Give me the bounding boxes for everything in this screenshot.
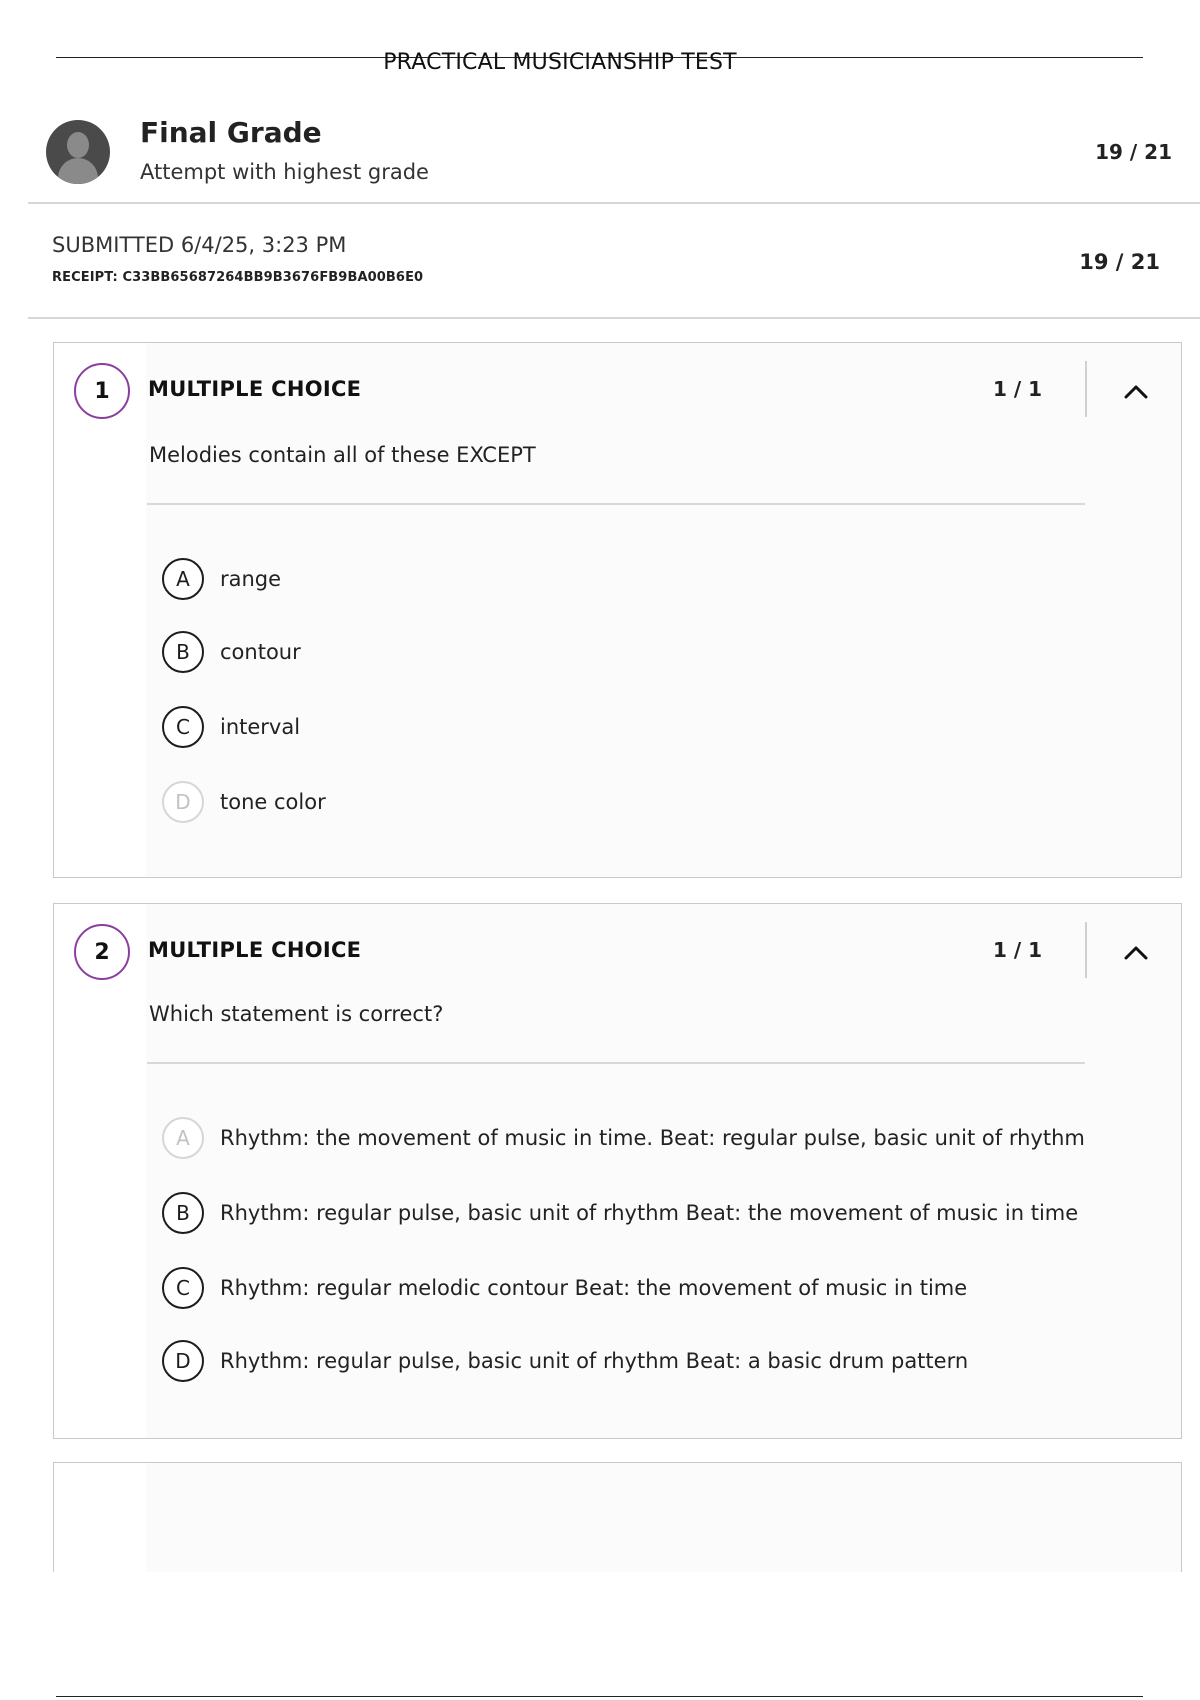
divider: [28, 202, 1200, 204]
receipt-id: RECEIPT: C33BB65687264BB9B3676FB9BA00B6E0: [52, 270, 424, 285]
question-score: 1 / 1: [993, 938, 1043, 962]
divider: [147, 503, 1085, 505]
question-number: 2: [74, 924, 130, 980]
chevron-up-icon: [1122, 938, 1150, 966]
question-card-2: [53, 903, 1182, 1439]
choice-text: Rhythm: the movement of music in time. Beat: regular pulse, basic unit of rhythm: [220, 1126, 1085, 1150]
choice-text: Rhythm: regular pulse, basic unit of rhythm Beat: a basic drum pattern: [220, 1349, 969, 1373]
answer-choice: [162, 1339, 968, 1383]
choice-text: tone color: [220, 790, 326, 814]
choice-letter: B: [162, 631, 204, 673]
choice-letter: B: [162, 1192, 204, 1234]
divider: [1085, 361, 1087, 417]
question-score: 1 / 1: [993, 377, 1043, 401]
bottom-rule: [56, 1696, 1143, 1697]
divider: [28, 317, 1200, 319]
answer-choice: [162, 705, 300, 749]
question-type: MULTIPLE CHOICE: [148, 938, 362, 962]
user-avatar-icon: [46, 120, 110, 184]
choice-letter: D: [162, 781, 204, 823]
answer-choice: [162, 1191, 1078, 1235]
question-type: MULTIPLE CHOICE: [148, 377, 362, 401]
choice-letter: A: [162, 558, 204, 600]
choice-text: Rhythm: regular pulse, basic unit of rhythm Beat: the movement of music in time: [220, 1201, 1079, 1225]
answer-choice: [162, 1266, 967, 1310]
divider: [1085, 922, 1087, 978]
choice-text: interval: [220, 715, 301, 739]
question-text: Melodies contain all of these EXCEPT: [149, 443, 536, 467]
question-text: Which statement is correct?: [149, 1002, 444, 1026]
answer-choice-selected: [162, 1116, 1085, 1160]
question-card-1: [53, 342, 1182, 878]
chevron-up-icon: [1122, 377, 1150, 405]
choice-letter: C: [162, 1267, 204, 1309]
collapse-question-button[interactable]: [1112, 928, 1160, 976]
answer-choice: [162, 557, 281, 601]
choice-letter: C: [162, 706, 204, 748]
answer-choice: [162, 630, 301, 674]
divider: [147, 1062, 1085, 1064]
answer-choice-selected: [162, 780, 326, 824]
final-grade-title: Final Grade: [140, 116, 322, 149]
document-title: PRACTICAL MUSICIANSHIP TEST: [383, 50, 737, 75]
choice-text: range: [220, 567, 282, 591]
choice-letter: A: [162, 1117, 204, 1159]
choice-letter: D: [162, 1340, 204, 1382]
collapse-question-button[interactable]: [1112, 367, 1160, 415]
choice-text: contour: [220, 640, 301, 664]
choice-text: Rhythm: regular melodic contour Beat: the movement of music in time: [220, 1276, 968, 1300]
final-grade-score: 19 / 21: [1095, 140, 1172, 164]
question-number: 1: [74, 363, 130, 419]
final-grade-subtitle: Attempt with highest grade: [140, 160, 429, 184]
attempt-score: 19 / 21: [1079, 250, 1160, 274]
question-card-3: [53, 1462, 1182, 1572]
submitted-date: SUBMITTED 6/4/25, 3:23 PM: [52, 233, 347, 257]
